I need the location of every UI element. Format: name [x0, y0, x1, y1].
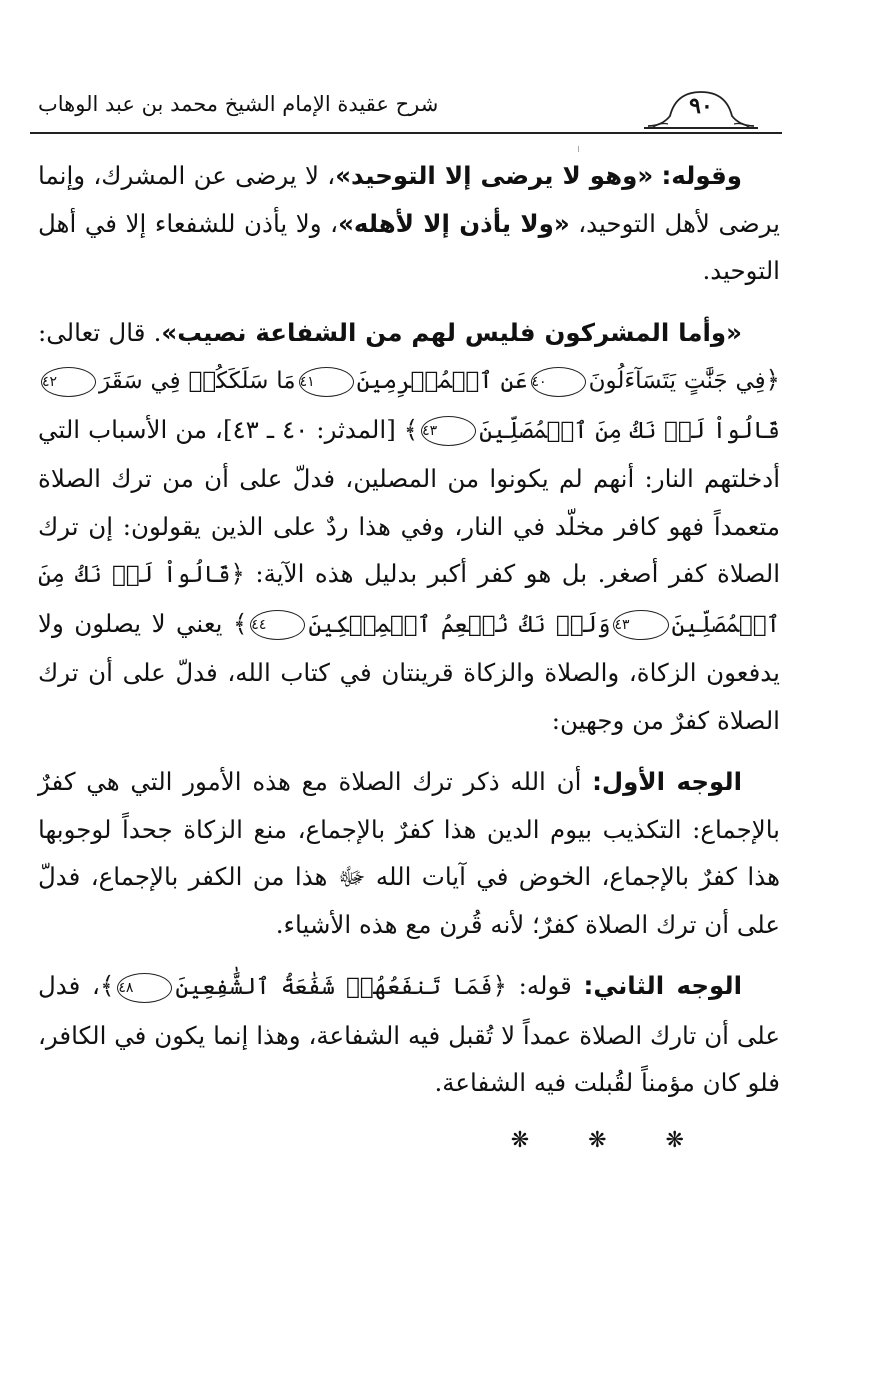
ayah-number-42: ٤٢ — [41, 367, 96, 397]
paragraph-1-quote-1: «وهو لا يرضى إلا التوحيد» — [335, 161, 654, 190]
ayah-number-43-repeat: ٤٣ — [613, 610, 668, 640]
quran-open-bracket-3: ﴿ — [492, 971, 507, 1000]
ayah-number-41: ٤١ — [299, 367, 354, 397]
ayah-number-48: ٤٨ — [117, 973, 172, 1003]
paragraph-4 — [38, 962, 780, 1107]
ayah-number-40: ٤٠ — [531, 367, 586, 397]
paragraph-1-quote-2: «ولا يأذن إلا لأهله» — [338, 208, 570, 238]
paragraph-1-lead: وقوله: — [661, 161, 742, 190]
header-title: شرح عقيدة الإمام الشيخ محمد بن عبد الوهاب — [38, 92, 439, 116]
quran-verse-41: عَنِ ٱلۡمُجۡرِمِينَ — [356, 368, 528, 394]
paragraph-2-text-3: يعني لا يصلون ولا يدفعون الزكاة، والصلاة والزكاة قرينتان في كتاب الله، فدلّ على أن ترك الصلاة كفرٌ من وجهين: — [38, 608, 780, 735]
paragraph-2-text-2: [المدثر: ٤٠ ـ ٤٣]، من الأسباب التي أدخلتهم النار: أنهم لم يكونوا من المصلين، فدلّ على أن من ترك الصلاة متعمداً فهو كافر مخلّد في النار، وفي هذا ردٌ على الذين يقولون: إن ترك الصلاة كفر أصغر. بل هو كفر أكبر بدليل هذه الآية: — [38, 414, 780, 588]
quran-verse-40: فِي جَنَّٰتٍ يَتَسَآءَلُونَ — [588, 368, 766, 394]
quran-close-bracket: ﴾ — [403, 414, 419, 444]
quran-open-bracket: ﴿ — [765, 365, 780, 394]
quran-close-bracket-3: ﴾ — [99, 971, 115, 1000]
paragraph-2 — [38, 309, 780, 745]
ayah-number-44: ٤٤ — [250, 610, 305, 640]
page-body — [38, 152, 780, 1178]
paragraph-2-quote: «وأما المشركون فليس لهم من الشفاعة نصيب» — [161, 317, 742, 347]
quran-close-bracket-2: ﴾ — [232, 608, 248, 638]
paragraph-4-lead: الوجه الثاني: — [583, 971, 742, 1000]
paragraph-1-text-2: ، ولا يأذن للشفعاء إلا في أهل التوحيد. — [38, 208, 780, 285]
paragraph-1 — [38, 152, 780, 295]
quran-open-bracket-2: ﴿ — [230, 559, 245, 588]
paragraph-4-text-1: قوله: — [506, 971, 584, 1000]
paragraph-2-text-1: . قال تعالى: — [38, 317, 162, 347]
ayah-number-43: ٤٣ — [421, 416, 476, 446]
quran-verse-48: فَمَا تَنفَعُهُمۡ شَفَٰعَةُ ٱلشَّٰفِعِينَ — [175, 974, 493, 1000]
quran-verse-44: وَلَمۡ نَكُ نُطۡعِمُ ٱلۡمِسۡكِينَ — [308, 611, 611, 638]
paragraph-1-text-1: ، لا يرضى عن المشرك، وإنما يرضى لأهل التوحيد، — [38, 161, 781, 238]
quran-verse-42: مَا سَلَكَكُمۡ فِي سَقَرَ — [99, 368, 296, 394]
paragraph-3-text: أن الله ذكر ترك الصلاة مع هذه الأمور التي هي كفرٌ بالإجماع: التكذيب بيوم الدين هذا كفرٌ بالإجماع، منع الزكاة جحداً لوجوبها هذا كفرٌ بالإجماع، الخوض في آيات الله ﷻ هذا من الكفر بالإجماع، فدلّ على أن ترك الصلاة كفرٌ؛ لأنه قُرن مع هذه الأشياء. — [38, 767, 780, 939]
quran-verse-43-repeat: قَالُواْ لَمۡ نَكُ مِنَ ٱلۡمُصَلِّينَ — [38, 562, 780, 638]
page-number: ٩٠ — [689, 93, 713, 119]
header-divider — [30, 132, 782, 134]
section-separator: ❋ ❋ ❋ — [510, 1127, 710, 1153]
paragraph-3 — [38, 758, 780, 948]
quran-verse-43: قَالُواْ لَمۡ نَكُ مِنَ ٱلۡمُصَلِّينَ — [479, 417, 781, 444]
paragraph-3-lead: الوجه الأول: — [592, 767, 742, 796]
running-header — [30, 82, 782, 134]
paragraph-4-text-2: ، فدل على أن تارك الصلاة عمداً لا تُقبل فيه الشفاعة، وهذا إنما يكون في الكافر، فلو كان مؤمناً لقُبلت فيه الشفاعة. — [38, 971, 780, 1097]
